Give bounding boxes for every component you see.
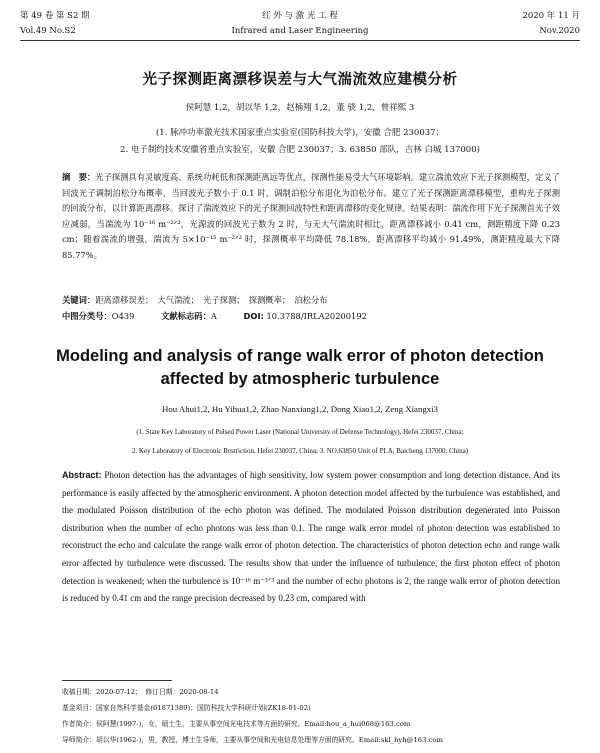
journal-cn: 红 外 与 激 光 工 程	[262, 11, 338, 21]
footnote-advisor-bio: 导师简介：胡以华(1962-)，男，教授，博士生导师，主要从事空间和光电信息处理等方面的研究。Email:skl_hyh@163.com	[62, 736, 443, 744]
clc-label: 中图分类号：	[62, 311, 112, 321]
date-cn: 2020 年 11 月	[522, 11, 580, 21]
affiliation-en-1: (1. State Key Laboratory of Pulsed Power Laser (National University of Defense Technology), Hefei 230037, China;	[136, 428, 464, 436]
volume-en: Vol.49 No.S2	[20, 26, 76, 36]
abstract-en-label: Abstract:	[62, 470, 102, 480]
abstract-cn-text: 光子探测具有灵敏度高、系统功耗低和探测距离远等优点，探测性能易受大气环境影响。建立湍流效应下光子探测模型，定义了回波光子调制泊松分布概率，当回波光子数小于 0.1 时，调制泊松分布退化为泊松分布。建立了光子探测距离漂移模型，重构光子探测的回波分布，以计算距离漂移。探讨了湍流效应下的光子探测回波特性和距离漂移的变化规律。结果表明：湍流作用下光子探测首光子效应减弱，当湍流为 10⁻¹⁶ m⁻²ᐟ³，光源波的回波光子数为 2 时，与无大气湍流时相比，距离漂移减小 0.41 cm，测距精度下降 0.23 cm；随着湍流的增强，湍流为 5×10⁻¹⁵ m⁻²ᐟ³ 时，探测概率平均降低 78.18%，距离漂移平均减小 91.49%，测距精度最大下降 85.77%。	[62, 172, 560, 260]
date-en: Nov.2020	[539, 26, 580, 36]
footnote-author-bio: 作者简介：侯阿慧(1997-)，女，硕士生，主要从事空间光电技术等方面的研究。Email:hou_a_hui068@163.com	[62, 720, 411, 728]
doi-label: DOI:	[243, 311, 264, 321]
abstract-cn	[62, 170, 560, 264]
abstract-en	[62, 467, 560, 608]
doi-link[interactable]: 10.3788/IRLA20200192	[266, 311, 367, 321]
title-cn: 光子探测距离漂移误差与大气湍流效应建模分析	[142, 72, 458, 88]
doc-value: A	[210, 311, 217, 321]
affiliation-cn-2: 2. 电子制约技术安徽省重点实验室，安徽 合肥 230037；3. 63850 部队，吉林 白城 137000)	[120, 145, 480, 155]
clc-value: O439	[111, 311, 135, 321]
authors-cn: 侯阿慧 1,2，胡以华 1,2，赵楠翔 1,2，董 骁 1,2，曾祥熙 3	[185, 103, 415, 113]
abstract-cn-label: 摘 要：	[62, 172, 96, 182]
footnote-rule	[62, 680, 172, 681]
footnote-received: 收稿日期：2020-07-12； 修订日期：2020-08-14	[62, 688, 219, 696]
affiliation-en-2: 2. Key Laboratory of Electronic Restriction, Hefei 230037, China; 3. NO.63850 Unit of PLA, Baicheng 137000, China)	[131, 447, 469, 455]
classification-line	[62, 310, 560, 322]
title-en-line-1: Modeling and analysis of range walk error of photon detection	[56, 347, 544, 365]
authors-en: Hou Ahui1,2, Hu Yihua1,2, Zhao Nanxiang1,2, Dong Xiao1,2, Zeng Xiangxi3	[161, 404, 438, 414]
title-en-line-2: affected by atmospheric turbulence	[160, 370, 440, 388]
doc-label: 文献标志码：	[161, 311, 211, 321]
keywords-cn	[62, 294, 560, 306]
journal-en: Infrared and Laser Engineering	[231, 26, 369, 36]
volume-cn: 第 49 卷 第 S2 期	[20, 11, 90, 21]
affiliation-cn-1: (1. 脉冲功率激光技术国家重点实验室(国防科技大学)，安徽 合肥 230037；	[155, 128, 445, 138]
header-rule	[20, 40, 580, 41]
keywords-text: 距离漂移误差； 大气湍流； 光子探测； 探测概率； 泊松分布	[95, 295, 328, 305]
footnote-fund: 基金项目：国家自然科学基金(61871389)；国防科技大学科研计划(ZK18-01-02)	[62, 704, 311, 712]
keywords-label: 关键词：	[62, 295, 96, 305]
abstract-en-text: Photon detection has the advantages of high sensitivity, low system power consumption and long detection distance. And its performance is easily affected by the atmospheric environment. A photon detection model affected by the turbulence was established, and the modulated Poisson distribution of the echo photon was defined. The modulated Poisson distribution degenerated into Poisson distribution when the number of echo photons was less than 0.1. The range walk error model of photon detection was established to reconstruct the echo and calculate the range walk error of photon detection. The characteristics of photon detection echo and range walk error affected by turbulence were discussed. The results show that under the influence of turbulence, the first photon effect of photon detection is weakened; when the turbulence is 10⁻¹⁶ m⁻²ᐟ³ and the number of echo photons is 2, the range walk error of photon detection is reduced by 0.41 cm and the range precision decreased by 0.23 cm, compared with	[62, 470, 560, 604]
